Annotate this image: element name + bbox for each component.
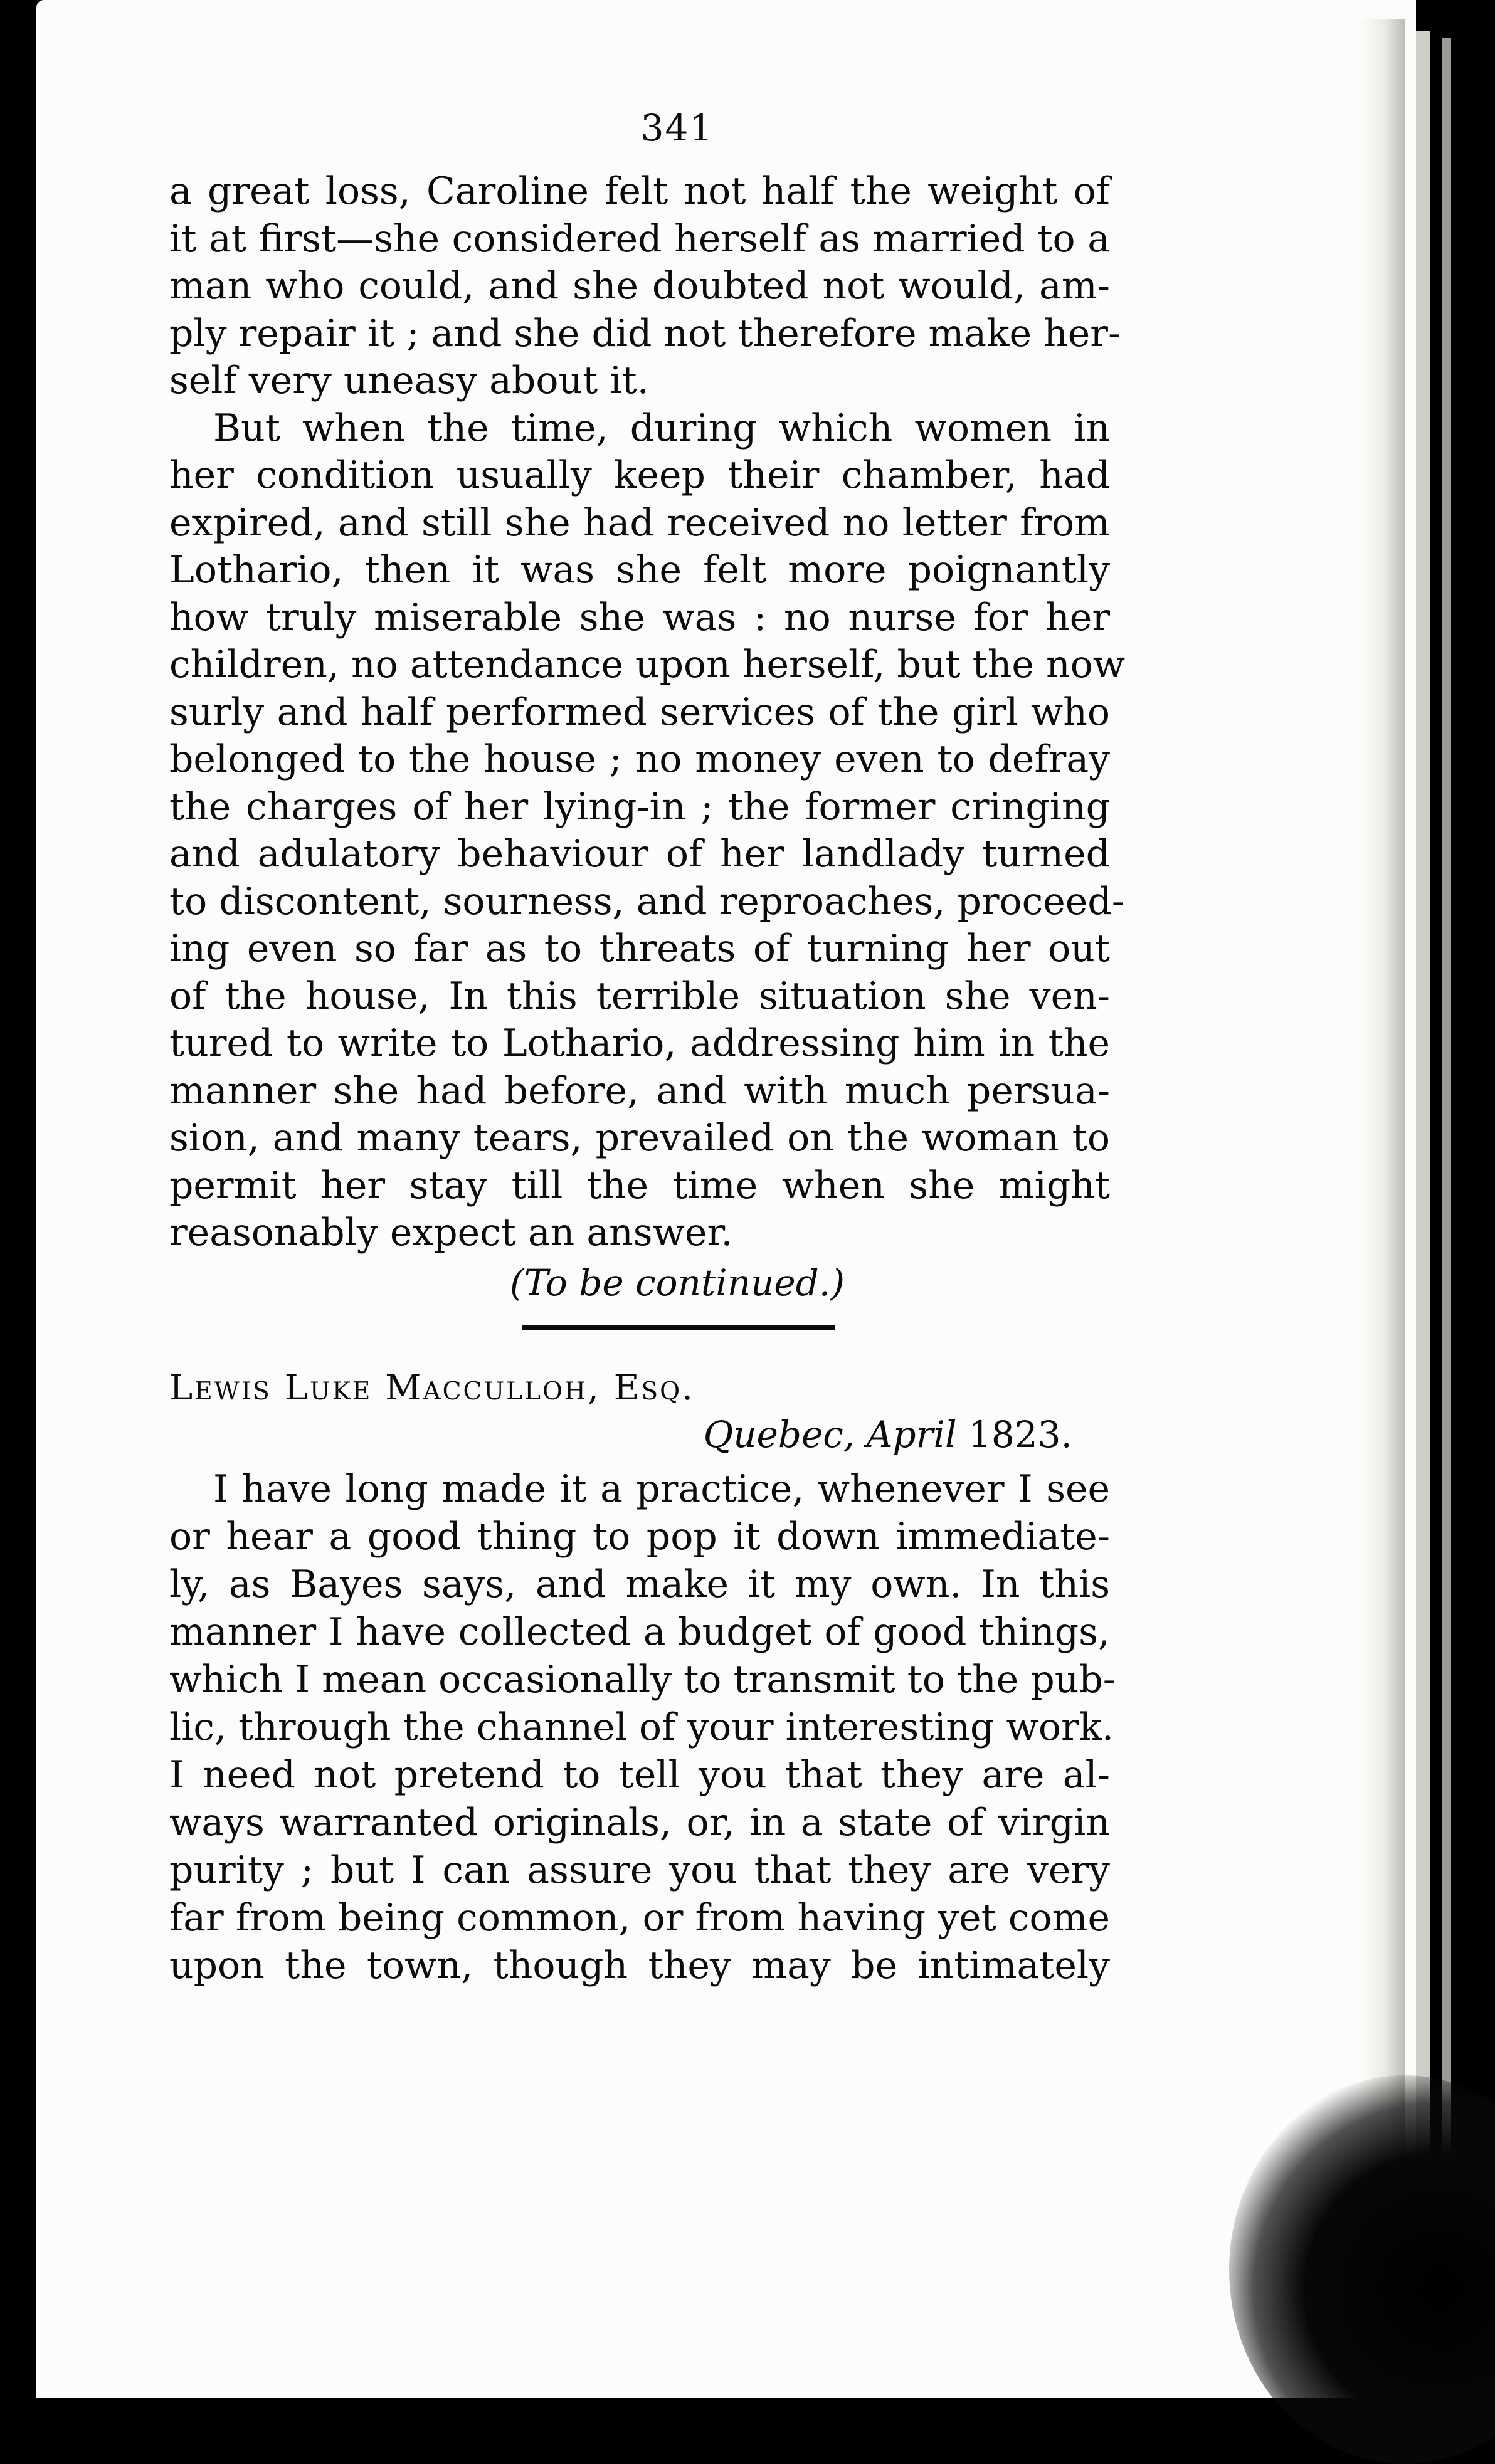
text-line: upon the town, though they may be intimately xyxy=(169,1943,1110,1988)
text-line: children, no attendance upon herself, but the now xyxy=(169,643,1126,687)
text-line: the charges of her lying-in ; the former cringing xyxy=(169,784,1110,829)
text-line: Lothario, then it was she felt more poignantly xyxy=(169,548,1110,592)
text-line: But when the time, during which women in xyxy=(213,406,1110,450)
page-number: 341 xyxy=(640,107,714,149)
text-line: to discontent, sourness, and reproaches, proceed- xyxy=(169,879,1124,924)
dateline-year: 1823. xyxy=(968,1413,1072,1456)
section-divider-rule xyxy=(522,1325,835,1330)
text-line: which I mean occasionally to transmit to the pub- xyxy=(169,1657,1116,1702)
page-content xyxy=(169,107,1126,1989)
text-line: surly and half performed services of the girl who xyxy=(169,690,1110,734)
text-line: or hear a good thing to pop it down immediate- xyxy=(169,1514,1110,1559)
text-line: it at first—she considered herself as married to a xyxy=(169,216,1110,261)
page-edge-shading xyxy=(1361,19,1405,2398)
letter-body xyxy=(169,1465,1116,1989)
text-line: man who could, and she doubted not would, am- xyxy=(169,264,1110,308)
text-line: a great loss, Caroline felt not half the weight of xyxy=(169,169,1110,213)
text-line: I have long made it a practice, whenever I see xyxy=(213,1466,1110,1511)
text-line: tured to write to Lothario, addressing him in the xyxy=(169,1021,1110,1065)
dateline-place: Quebec, April xyxy=(703,1413,957,1456)
text-line: reasonably expect an answer. xyxy=(169,1211,733,1255)
page-stack-edge xyxy=(1416,31,1430,2263)
text-line: ing even so far as to threats of turning her out xyxy=(169,927,1110,971)
page-stack-edge-dark xyxy=(1442,38,1451,2232)
text-line: manner she had before, and with much persua- xyxy=(169,1068,1110,1113)
text-line: far from being common, or from having yet come xyxy=(169,1895,1110,1940)
text-line: sion, and many tears, prevailed on the woman to xyxy=(169,1116,1110,1160)
letter-addressee: Lewis Luke Macculloh, Esq. xyxy=(169,1367,695,1408)
paragraph-lothario xyxy=(169,405,1126,1257)
text-line: of the house, In this terrible situation she ven- xyxy=(169,974,1110,1018)
text-line: ways warranted originals, or, in a state of virgin xyxy=(169,1800,1110,1845)
paragraph-continuation xyxy=(169,168,1121,405)
text-line: and adulatory behaviour of her landlady turned xyxy=(169,832,1110,876)
text-line: her condition usually keep their chamber, had xyxy=(169,453,1110,497)
text-line: manner I have collected a budget of good things, xyxy=(169,1609,1110,1654)
text-line: I need not pretend to tell you that they are al- xyxy=(169,1752,1110,1797)
text-line: ply repair it ; and she did not therefore make her- xyxy=(169,311,1121,355)
text-line: lic, through the channel of your interesting work. xyxy=(169,1705,1114,1749)
text-line: belonged to the house ; no money even to defray xyxy=(169,737,1110,781)
text-line: purity ; but I can assure you that they are very xyxy=(169,1848,1110,1892)
to-be-continued-note: (To be continued.) xyxy=(510,1261,845,1304)
text-line: expired, and still she had received no letter from xyxy=(169,500,1110,545)
text-line: how truly miserable she was : no nurse for her xyxy=(169,595,1110,640)
letter-dateline xyxy=(169,1410,1110,1459)
text-line: self very uneasy about it. xyxy=(169,359,649,403)
text-line: permit her stay till the time when she might xyxy=(169,1163,1110,1208)
text-line: ly, as Bayes says, and make it my own. In this xyxy=(169,1562,1110,1606)
